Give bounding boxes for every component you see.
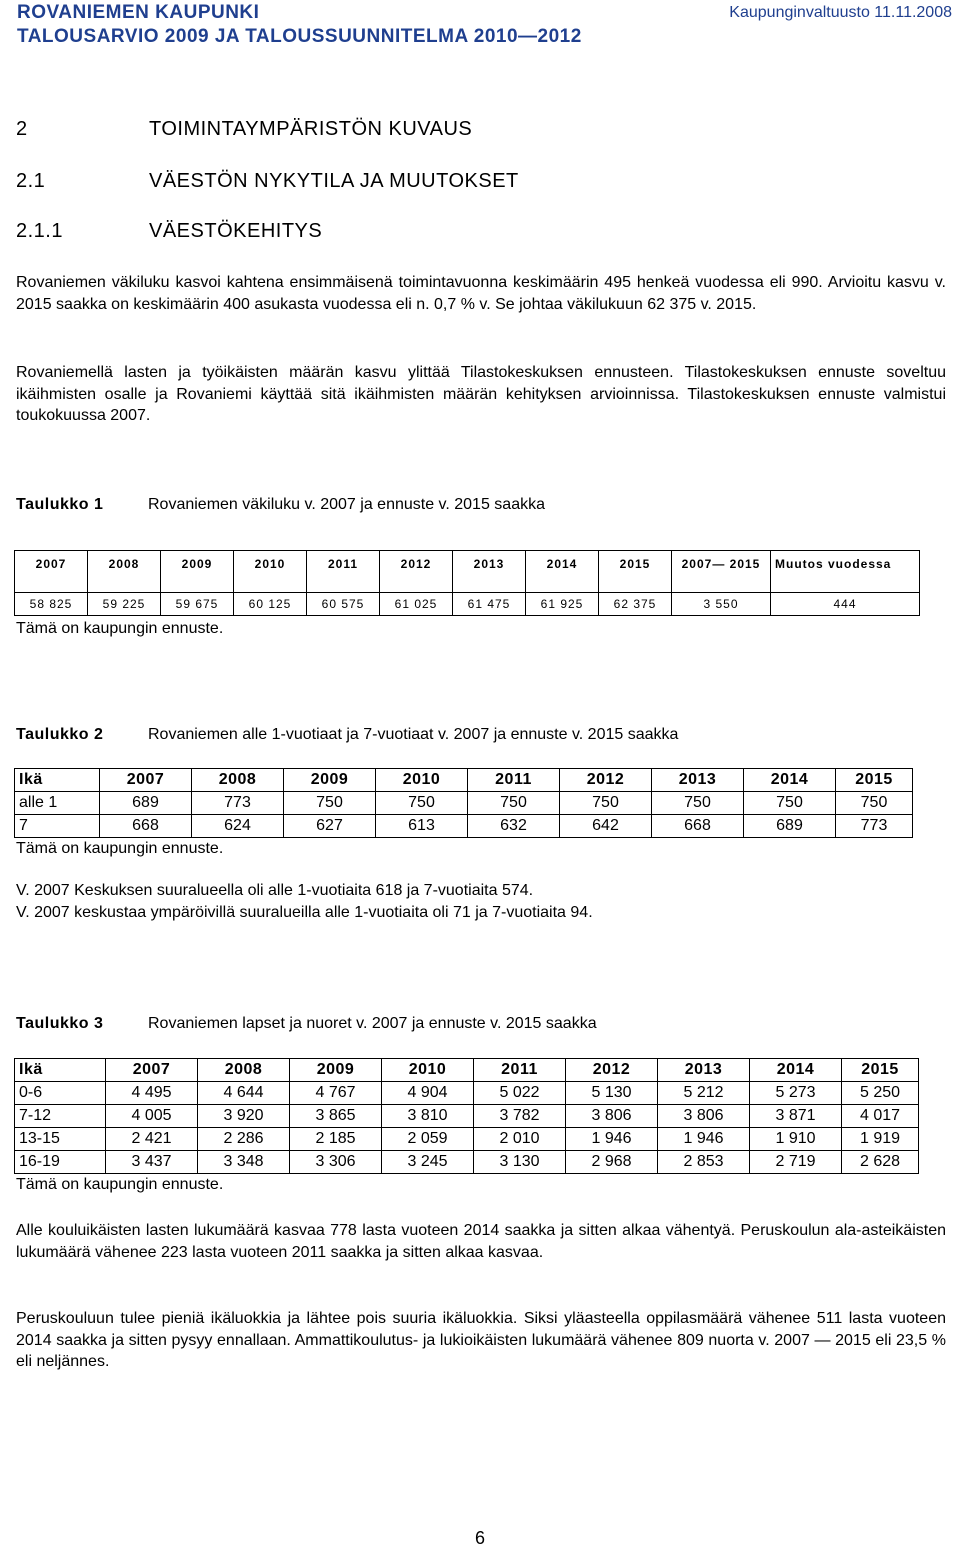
table-cell: 2007 xyxy=(106,1059,198,1082)
table-cell: 2012 xyxy=(566,1059,658,1082)
table-header-row xyxy=(15,1059,919,1082)
table-cell: 2009 xyxy=(290,1059,382,1082)
table-cell: 3 865 xyxy=(290,1105,382,1128)
table-cell: 750 xyxy=(744,792,836,815)
table-cell: 2011 xyxy=(468,769,560,792)
table-cell: 2 719 xyxy=(750,1151,842,1174)
table-cell: 3 806 xyxy=(658,1105,750,1128)
table-cell: 750 xyxy=(836,792,913,815)
table-cell: 59 225 xyxy=(88,593,161,616)
table-cell: 2008 xyxy=(192,769,284,792)
table-cell: 2 968 xyxy=(566,1151,658,1174)
table-cell: 2 421 xyxy=(106,1128,198,1151)
table3-caption xyxy=(16,1015,916,1037)
table-cell: 5 273 xyxy=(750,1082,842,1105)
table-cell: 773 xyxy=(836,815,913,838)
table-cell: 0-6 xyxy=(15,1082,106,1105)
table-cell: 2013 xyxy=(453,551,526,593)
section-number: 2 xyxy=(16,118,28,140)
table-cell: 4 495 xyxy=(106,1082,198,1105)
table-cell: 60 125 xyxy=(234,593,307,616)
table-cell: 2 059 xyxy=(382,1128,474,1151)
table-cell: 773 xyxy=(192,792,284,815)
table-cell: 3 437 xyxy=(106,1151,198,1174)
table2-note: Tämä on kaupungin ennuste. xyxy=(16,840,224,857)
table-cell: 750 xyxy=(468,792,560,815)
table3-note: Tämä on kaupungin ennuste. xyxy=(16,1176,224,1193)
table-cell: 7-12 xyxy=(15,1105,106,1128)
table-cell: 1 910 xyxy=(750,1128,842,1151)
org-name: ROVANIEMEN KAUPUNKI xyxy=(17,2,260,23)
table-cell: 627 xyxy=(284,815,376,838)
table-cell: 3 810 xyxy=(382,1105,474,1128)
table3-title: Rovaniemen lapset ja nuoret v. 2007 ja ennuste v. 2015 saakka xyxy=(148,1015,597,1032)
table-cell: 5 250 xyxy=(842,1082,919,1105)
table-cell: 642 xyxy=(560,815,652,838)
table-cell: 2 286 xyxy=(198,1128,290,1151)
table-cell: 13-15 xyxy=(15,1128,106,1151)
table-cell: 444 xyxy=(771,593,920,616)
table-cell: 750 xyxy=(284,792,376,815)
table-row xyxy=(15,1105,919,1128)
paragraph-school-children: Alle kouluikäisten lasten lukumäärä kasvaa 778 lasta vuoteen 2014 saakka ja sitten alkaa vähentyä. Peruskoulun ala-asteikäisten lukumäärä vähenee 223 lasta vuoteen 2011 saakka ja sitten alkaa kasvaa. xyxy=(16,1222,946,1261)
table1-label: Taulukko 1 xyxy=(16,496,104,513)
table-cell: 668 xyxy=(652,815,744,838)
table-cell: 7 xyxy=(15,815,100,838)
table-cell: 3 550 xyxy=(672,593,771,616)
table-cell: 689 xyxy=(100,792,192,815)
subsubsection-heading xyxy=(16,220,616,246)
table-cell: 3 306 xyxy=(290,1151,382,1174)
section-title: TOIMINTAYMPÄRISTÖN KUVAUS xyxy=(149,118,473,140)
table-cell: 1 919 xyxy=(842,1128,919,1151)
table-cell: 2011 xyxy=(474,1059,566,1082)
table-cell: 689 xyxy=(744,815,836,838)
table-cell: 3 130 xyxy=(474,1151,566,1174)
table-cell: 59 675 xyxy=(161,593,234,616)
table1-note: Tämä on kaupungin ennuste. xyxy=(16,620,224,637)
page-number: 6 xyxy=(474,1528,485,1548)
table-row xyxy=(15,815,913,838)
table-cell: 2008 xyxy=(88,551,161,593)
table-cell: 4 767 xyxy=(290,1082,382,1105)
table-cell: 2014 xyxy=(750,1059,842,1082)
table-cell: 613 xyxy=(376,815,468,838)
table1-caption xyxy=(16,496,916,518)
table2-label: Taulukko 2 xyxy=(16,726,104,743)
table-cell: 5 212 xyxy=(658,1082,750,1105)
document-title: TALOUSARVIO 2009 JA TALOUSSUUNNITELMA 2010—2012 xyxy=(17,26,582,47)
subsection-number: 2.1 xyxy=(16,170,46,192)
table-cell: 750 xyxy=(560,792,652,815)
table2-comment-1: V. 2007 Keskuksen suuralueella oli alle 1-vuotiaita 618 ja 7-vuotiaita 574. xyxy=(16,882,534,899)
document-header xyxy=(17,1,582,49)
table-row xyxy=(15,1082,919,1105)
table-cell: 750 xyxy=(376,792,468,815)
table-row xyxy=(15,792,913,815)
table-cell: 2010 xyxy=(382,1059,474,1082)
population-table xyxy=(14,550,920,616)
subsubsection-number: 2.1.1 xyxy=(16,220,63,242)
table-cell: 3 245 xyxy=(382,1151,474,1174)
table-cell: 2012 xyxy=(380,551,453,593)
table-cell: 1 946 xyxy=(658,1128,750,1151)
table-cell: 2010 xyxy=(376,769,468,792)
table-cell: 2 185 xyxy=(290,1128,382,1151)
table-cell: 1 946 xyxy=(566,1128,658,1151)
table-cell: 4 005 xyxy=(106,1105,198,1128)
table-cell: 2 628 xyxy=(842,1151,919,1174)
table-cell: 62 375 xyxy=(599,593,672,616)
table-cell: 4 644 xyxy=(198,1082,290,1105)
table-cell: 3 920 xyxy=(198,1105,290,1128)
table1-title: Rovaniemen väkiluku v. 2007 ja ennuste v. 2015 saakka xyxy=(148,496,545,513)
table-cell: 4 904 xyxy=(382,1082,474,1105)
table-cell: 2014 xyxy=(744,769,836,792)
table-cell: 2007— 2015 xyxy=(672,551,771,593)
table-cell: 2009 xyxy=(284,769,376,792)
table-cell: 624 xyxy=(192,815,284,838)
table-cell: 61 925 xyxy=(526,593,599,616)
table-cell: 5 022 xyxy=(474,1082,566,1105)
children-youth-table xyxy=(14,1058,919,1174)
subsubsection-title: VÄESTÖKEHITYS xyxy=(149,220,323,242)
table-cell: 2010 xyxy=(234,551,307,593)
table-cell: 2014 xyxy=(526,551,599,593)
table-cell: 61 025 xyxy=(380,593,453,616)
table-cell: Ikä xyxy=(15,769,100,792)
subsection-heading xyxy=(16,170,616,196)
table-row xyxy=(15,593,920,616)
table-cell: 2015 xyxy=(842,1059,919,1082)
table-cell: 3 348 xyxy=(198,1151,290,1174)
table-cell: 2012 xyxy=(560,769,652,792)
table2-comment-2: V. 2007 keskustaa ympäröivillä suuralueilla alle 1-vuotiaita oli 71 ja 7-vuotiaita 94. xyxy=(16,904,593,921)
table-cell: 3 871 xyxy=(750,1105,842,1128)
table-cell: 5 130 xyxy=(566,1082,658,1105)
table-cell: 2008 xyxy=(198,1059,290,1082)
table-cell: 2009 xyxy=(161,551,234,593)
table-cell: 2007 xyxy=(100,769,192,792)
table-cell: 2015 xyxy=(836,769,913,792)
section-heading xyxy=(16,118,616,144)
table2-title: Rovaniemen alle 1-vuotiaat ja 7-vuotiaat v. 2007 ja ennuste v. 2015 saakka xyxy=(148,726,679,743)
table2-caption xyxy=(16,726,916,748)
table-header-row xyxy=(15,769,913,792)
table-cell: 750 xyxy=(652,792,744,815)
table-cell: Ikä xyxy=(15,1059,106,1082)
table-cell: Muutos vuodessa xyxy=(771,551,920,593)
meeting-date: Kaupunginvaltuusto 11.11.2008 xyxy=(729,4,952,21)
table-cell: 2011 xyxy=(307,551,380,593)
table3-label: Taulukko 3 xyxy=(16,1015,104,1032)
table-row xyxy=(15,1128,919,1151)
infants-table xyxy=(14,768,913,838)
subsection-title: VÄESTÖN NYKYTILA JA MUUTOKSET xyxy=(149,170,519,192)
table-cell: 60 575 xyxy=(307,593,380,616)
table-cell: 2015 xyxy=(599,551,672,593)
table-cell: 668 xyxy=(100,815,192,838)
paragraph-population-growth: Rovaniemen väkiluku kasvoi kahtena ensimmäisenä toimintavuonna keskimäärin 495 henkeä vuodessa eli 990. Arvioitu kasvu v. 2015 saakka on keskimäärin 400 asukasta vuodessa eli n. 0,7 % v. Se johtaa väkilukuun 62 375 v. 2015. xyxy=(16,274,946,313)
table-cell: 2013 xyxy=(658,1059,750,1082)
table-cell: 632 xyxy=(468,815,560,838)
table-row xyxy=(15,1151,919,1174)
table-cell: 4 017 xyxy=(842,1105,919,1128)
table-cell: 2 010 xyxy=(474,1128,566,1151)
table-cell: 2 853 xyxy=(658,1151,750,1174)
table-cell: 2013 xyxy=(652,769,744,792)
table-cell: 3 806 xyxy=(566,1105,658,1128)
table-header-row xyxy=(15,551,920,593)
paragraph-secondary-school: Peruskouluun tulee pieniä ikäluokkia ja lähtee pois suuria ikäluokkia. Siksi yläasteella oppilasmäärä vähenee 511 lasta vuoteen 2014 saakka ja sitten pysyy ennallaan. Ammattikoulutus- ja lukioikäisten lukumäärä vähenee 809 nuorta v. 2007 — 2015 eli 23,5 % eli neljännes. xyxy=(16,1310,946,1370)
table-cell: 61 475 xyxy=(453,593,526,616)
table-cell: 58 825 xyxy=(15,593,88,616)
table-cell: alle 1 xyxy=(15,792,100,815)
table-cell: 16-19 xyxy=(15,1151,106,1174)
table-cell: 3 782 xyxy=(474,1105,566,1128)
paragraph-forecast-basis: Rovaniemellä lasten ja työikäisten määrän kasvu ylittää Tilastokeskuksen ennusteen. Tilastokeskuksen ennuste soveltuu ikäihmisten osalle ja Rovaniemi käyttää sitä ikäihmisten määrän kehityksen arvioinnissa. Tilastokeskuksen ennuste valmistui toukokuussa 2007. xyxy=(16,364,946,424)
table-cell: 2007 xyxy=(15,551,88,593)
